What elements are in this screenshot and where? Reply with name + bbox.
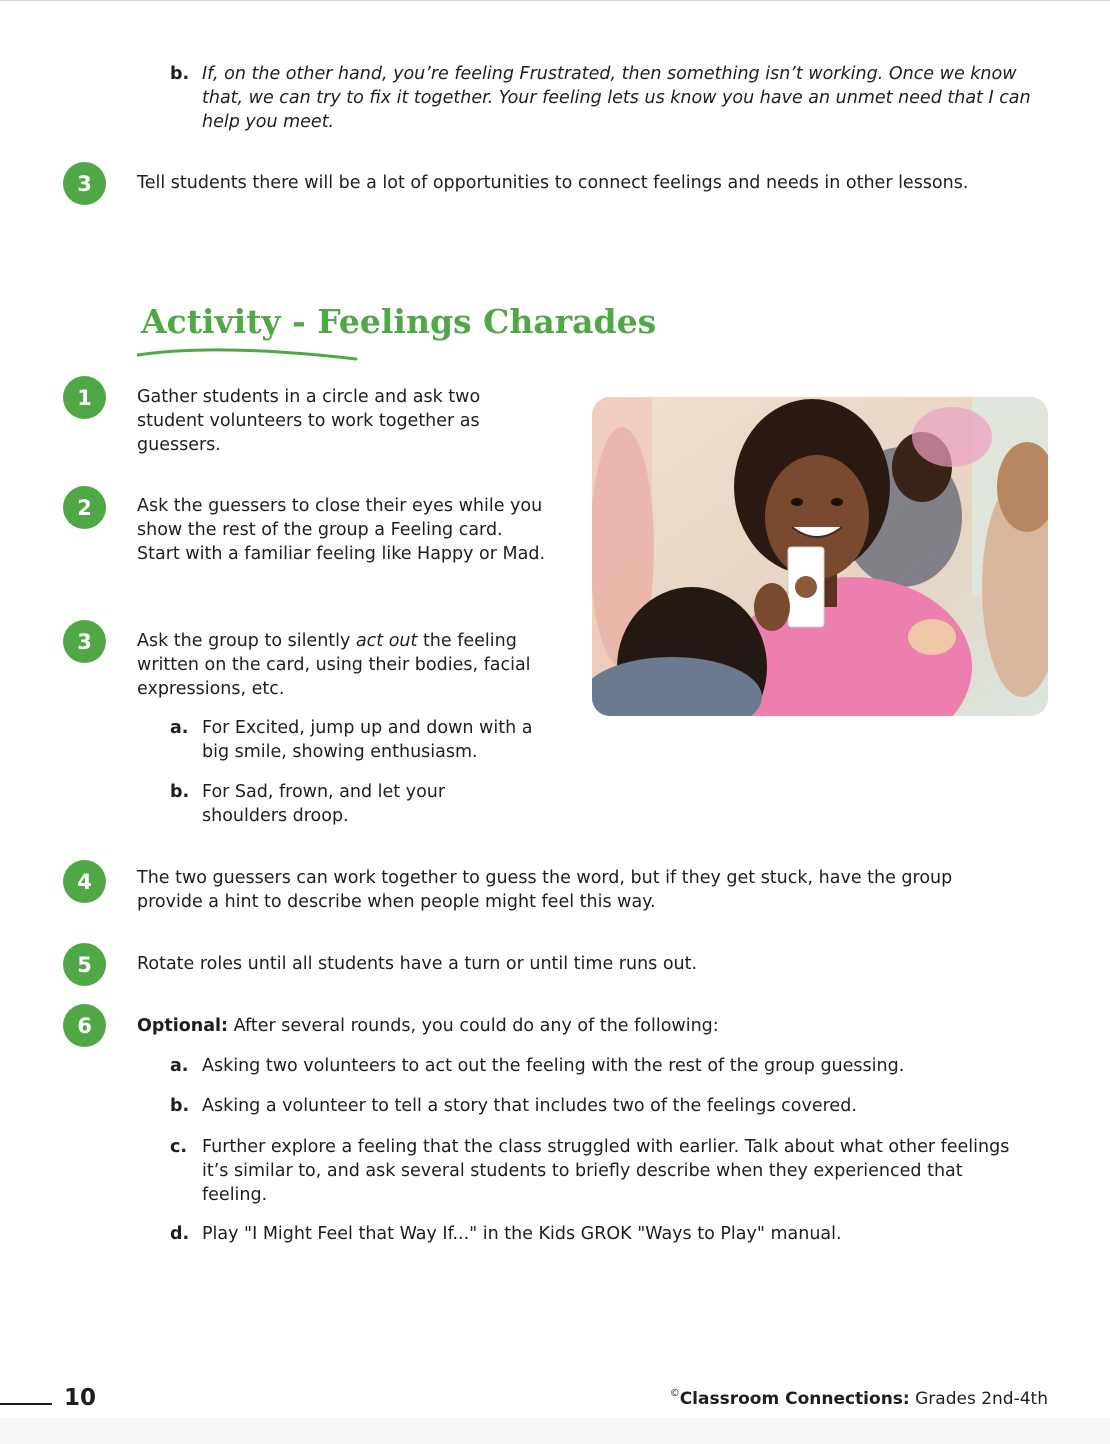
sub-item-text: For Excited, jump up and down with a big smile, showing enthusiasm.: [202, 718, 533, 762]
children-playing-charades-photo: [592, 397, 1048, 716]
page-number: 10: [64, 1385, 97, 1411]
sub-item-letter: a.: [170, 1056, 189, 1076]
step-number-badge: 1: [63, 376, 106, 419]
activity-step-6-text: Optional: After several rounds, you could do any of the following:: [137, 1016, 719, 1036]
step-number-badge: 5: [63, 943, 106, 986]
step-number-badge: 3: [63, 620, 106, 663]
intro-step-3-text: Tell students there will be a lot of opportunities to connect feelings and needs in other lessons.: [137, 173, 969, 193]
step-number-badge: 2: [63, 486, 106, 529]
photo-illustration: [592, 397, 1048, 716]
step-number-badge: 4: [63, 860, 106, 903]
activity-step-2-text: Ask the guessers to close their eyes while you show the rest of the group a Feeling card. Start with a familiar feeling like Happy or Mad.: [137, 496, 546, 564]
sub-item-text: If, on the other hand, you’re feeling Frustrated, then something isn’t working. Once we know that, we can try to fix it together. Your feeling lets us know you have an unmet need that I can help you meet.: [202, 64, 1031, 132]
activity-step-4-text: The two guessers can work together to guess the word, but if they get stuck, have the group provide a hint to describe when people might feel this way.: [137, 868, 953, 912]
sub-item-letter: b.: [170, 782, 190, 802]
sub-item-letter: a.: [170, 718, 189, 738]
sub-item-text: Asking two volunteers to act out the feeling with the rest of the group guessing.: [202, 1056, 905, 1076]
activity-step-3-text: Ask the group to silently act out the feeling written on the card, using their bodies, facial expressions, etc.: [137, 631, 531, 699]
sub-item-text: For Sad, frown, and let your shoulders droop.: [202, 782, 446, 826]
sub-item-letter: b.: [170, 1096, 190, 1116]
copyright-symbol: ©: [669, 1388, 680, 1399]
top-rule: [0, 0, 1110, 1]
sub-item-text: Asking a volunteer to tell a story that includes two of the feelings covered.: [202, 1096, 857, 1116]
sub-item-letter: c.: [170, 1137, 188, 1157]
publication-name: Classroom Connections:: [679, 1389, 910, 1409]
footer-rule: [0, 1403, 52, 1405]
activity-title: Activity - Feelings Charades: [141, 302, 657, 341]
step-number-badge: 6: [63, 1004, 106, 1047]
sub-item-text: Play "I Might Feel that Way If..." in the Kids GROK "Ways to Play" manual.: [202, 1224, 842, 1244]
sub-item-letter: d.: [170, 1224, 190, 1244]
step-number-badge: 3: [63, 162, 106, 205]
activity-step-5-text: Rotate roles until all students have a turn or until time runs out.: [137, 954, 698, 974]
title-underline: [137, 344, 359, 364]
footer-credit: [670, 1387, 1048, 1411]
grade-range: Grades 2nd-4th: [909, 1389, 1048, 1409]
sub-item-letter: b.: [170, 64, 190, 84]
activity-step-1-text: Gather students in a circle and ask two student volunteers to work together as guessers.: [137, 387, 481, 455]
optional-label: Optional:: [137, 1016, 229, 1036]
emphasis-act-out: act out: [355, 631, 418, 651]
sub-item-text: Further explore a feeling that the class struggled with earlier. Talk about what other feelings it’s similar to, and ask several students to briefly describe when they experienced that feeling.: [202, 1137, 1010, 1205]
footer-band: [0, 1418, 1110, 1444]
